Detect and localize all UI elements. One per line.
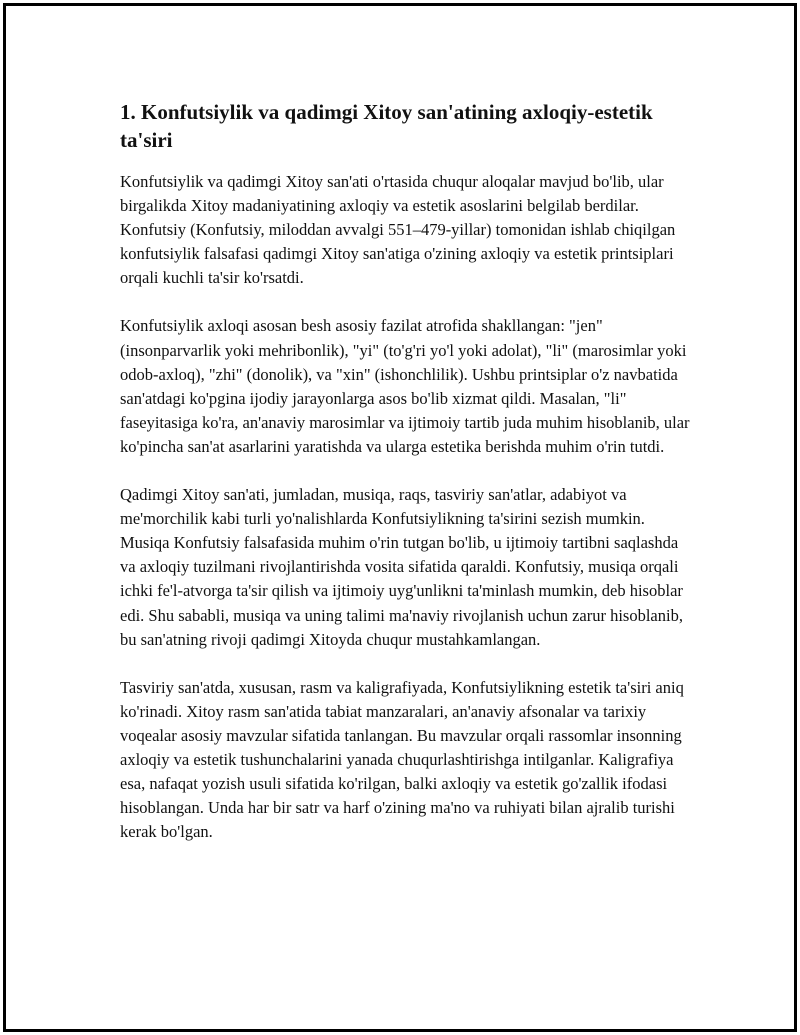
paragraph-4: Tasviriy san'atda, xususan, rasm va kaligrafiyada, Konfutsiylikning estetik ta'siri aniq ko'rinadi. Xitoy rasm san'atida tabiat manzaralari, an'anaviy afsonalar va tarixiy voqealar asosiy mavzular sifatida tanlangan. Bu mavzular orqali rassomlar insonning axloqiy va estetik tushunchalarini yanada chuqurlashtirishga intilganlar. Kaligrafiya esa, nafaqat yozish usuli sifatida ko'rilgan, balki axloqiy va estetik go'zallik ifodasi hisoblangan. Unda har bir satr va harf o'zining ma'no va ruhiyati bilan ajralib turishi kerak bo'lgan. (120, 677, 684, 842)
document-content (120, 98, 690, 868)
paragraph-3: Qadimgi Xitoy san'ati, jumladan, musiqa, raqs, tasviriy san'atlar, adabiyot va me'morchilik kabi turli yo'nalishlarda Konfutsiylikning ta'sirini sezish mumkin. Musiqa Konfutsiy falsafasida muhim o'rin tutgan bo'lib, u ijtimoiy tartibni saqlashda va axloqiy tuzilmani rivojlantirishda vosita sifatida qaraldi. Konfutsiy, musiqa orqali ichki fe'l-atvorga ta'sir qilish va ijtimoiy uyg'unlikni ta'minlash mumkin, deb hisoblar edi. Shu sababli, musiqa va uning talimi ma'naviy rivojlanish uchun zarur hisoblanib, bu san'atning rivoji qadimgi Xitoyda chuqur mustahkamlangan. (120, 485, 683, 649)
paragraph-2: Konfutsiylik axloqi asosan besh asosiy fazilat atrofida shakllangan: "jen" (insonparvarlik yoki mehribonlik), "yi" (to'g'ri yo'l yoki adolat), "li" (marosimlar yoki odob-axloq), "zhi" (donolik), va "xin" (ishonchlilik). Ushbu printsiplar o'z navbatida san'atdagi ko'pgina ijodiy jarayonlarga asos bo'lib xizmat qildi. Masalan, "li" faseyitasiga ko'ra, an'anaviy marosimlar va ijtimoiy tartib juda muhim hisoblanib, ular ko'pincha san'at asarlarini yaratishda va ularga estetika berishda muhim o'rin tutdi. (120, 316, 690, 456)
paragraph-1: Konfutsiylik va qadimgi Xitoy san'ati o'rtasida chuqur aloqalar mavjud bo'lib, ular birgalikda Xitoy madaniyatining axloqiy va estetik asoslarini belgilab berdilar. Konfutsiy (Konfutsiy, miloddan avvalgi 551–479-yillar) tomonidan ishlab chiqilgan konfutsiylik falsafasi qadimgi Xitoy san'atiga o'zining axloqiy va estetik printsiplari orqali kuchli ta'sir ko'rsatdi. (120, 172, 676, 288)
section-title: 1. Konfutsiylik va qadimgi Xitoy san'atining axloqiy-estetik ta'siri (120, 100, 653, 152)
document-page (3, 3, 797, 1032)
